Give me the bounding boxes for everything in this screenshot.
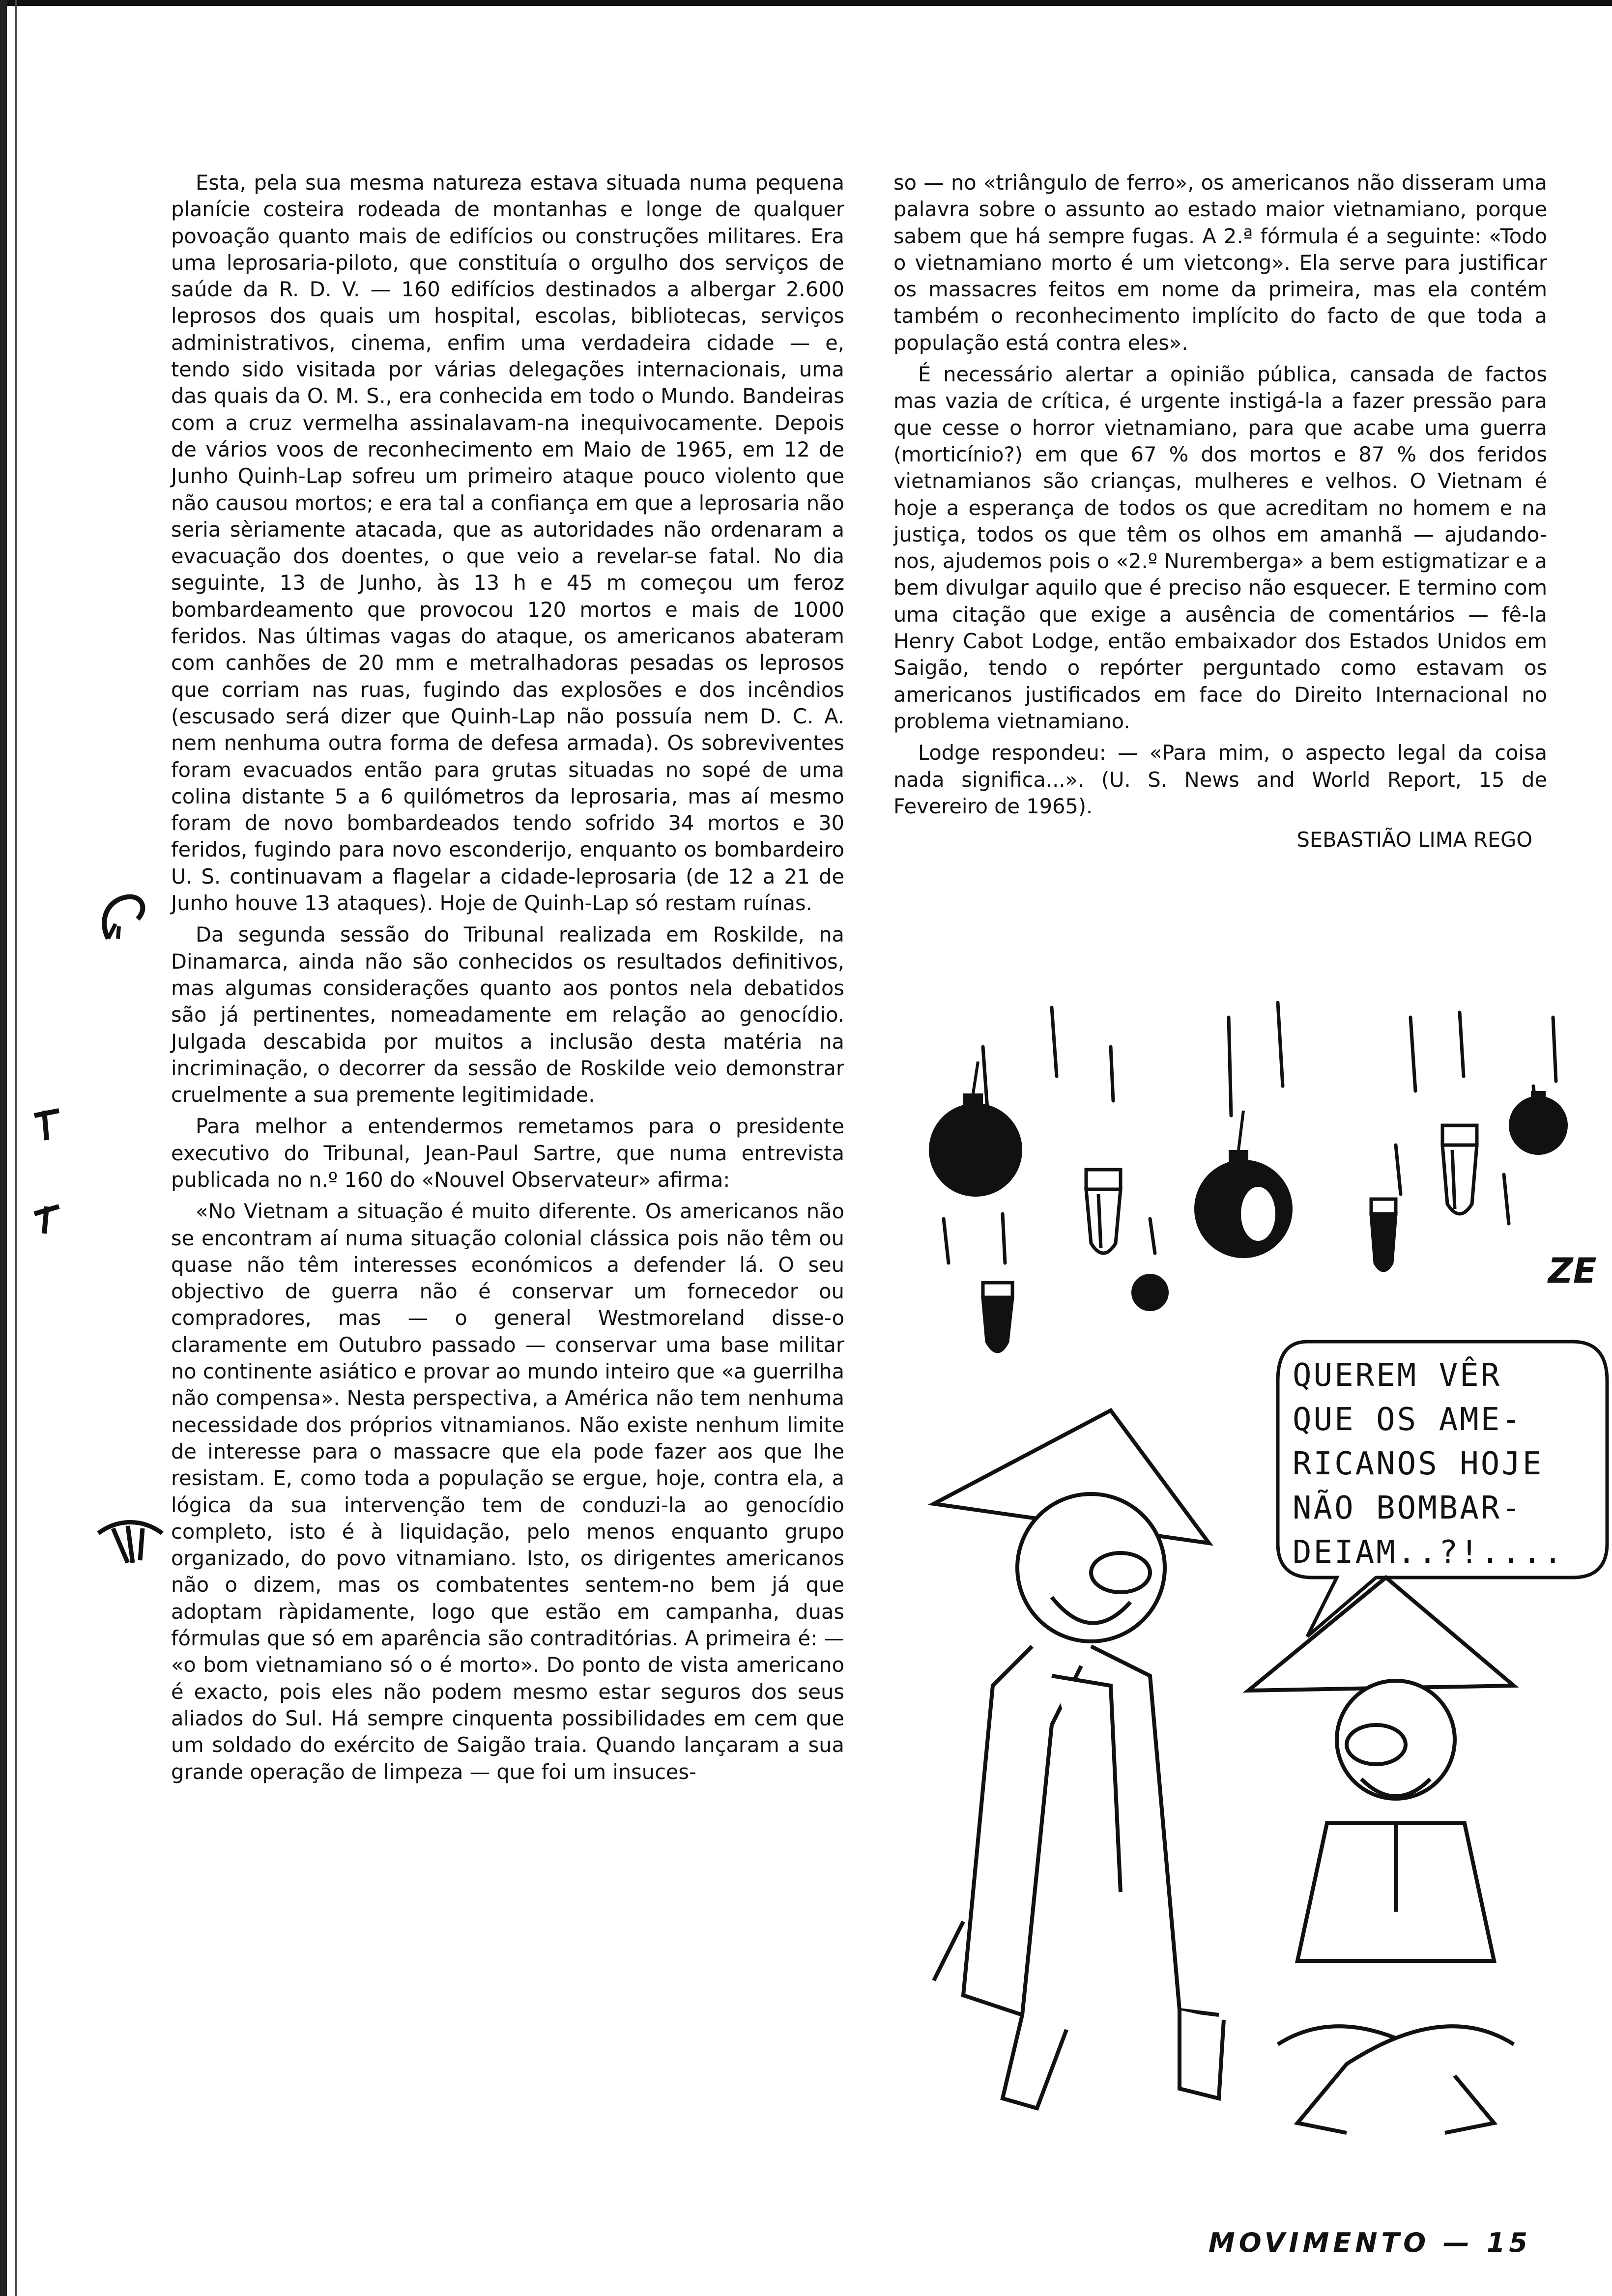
bomb-icon-3 xyxy=(1509,1091,1568,1155)
shell-icon-2 xyxy=(983,1283,1012,1351)
speech-line-3: RICANOS HOJE xyxy=(1293,1446,1544,1482)
paragraph-quinh-lap: Esta, pela sua mesma natureza estava situada numa pequena planície costeira rodeada de montanhas e longe de qualquer povoação quanto mais de edifícios ou construções militares. Era uma leprosaria-piloto, que constituía o orgulho dos serviços de saúde da R. D. V. — 160 edifícios destinados a albergar 2.600 leprosos dos quais um hospital, escolas, bibliotecas, serviços administrativos, cinema, enfim uma verdadeira cidade — e, tendo sido visitada por várias delegações internacionais, uma das quais da O. M. S., era conhecida em todo o Mundo. Bandeiras com a cruz vermelha assinalavam-na inequivocamente. Depois de vários voos de reconhecimento em Maio de 1965, em 12 de Junho Quinh-Lap sofreu um primeiro ataque pouco violento que não causou mortos; e era tal a confiança em que a leprosaria não seria sèriamente atacada, que as autoridades não ordenaram a evacuação dos doentes, o que veio a revelar-se fatal. No dia seguinte, 13 de Junho, às 13 h e 45 m começou um feroz bombardeamento que provocou 120 mortos e mais de 1000 feridos. Nas últimas vagas do ataque, os americanos abateram com canhões de 20 mm e metralhadoras pesadas os leprosos que corriam nas ruas, fugindo das explosões e dos incêndios (escusado será dizer que Quinh-Lap não possuía nem D. C. A. nem nenhuma outra forma de defesa armada). Os sobreviventes foram evacuados então para grutas situadas no sopé de uma colina distante 5 a 6 quilómetros da leprosaria, mas aí mesmo foram de novo bombardeados tendo sofrido 34 mortos e 30 feridos, fugindo para novo esconderijo, enquanto os bombardeiro U. S. continuavam a flagelar a cidade-leprosaria (de 12 a 21 de Junho houve 13 ataques). Hoje de Quinh-Lap só restam ruínas. xyxy=(171,171,844,916)
laughing-figure-left xyxy=(934,1410,1224,2108)
speech-line-2: QUE OS AME- xyxy=(1293,1402,1523,1438)
speech-line-5: DEIAM..?!.... xyxy=(1293,1534,1564,1571)
top-border-rule xyxy=(0,0,1612,6)
article-left-column xyxy=(171,170,844,1790)
shell-icon-4 xyxy=(1371,1199,1396,1270)
page-left-edge xyxy=(0,0,7,2296)
speech-line-4: NÃO BOMBAR- xyxy=(1293,1490,1523,1526)
margin-mark-1 xyxy=(88,890,157,948)
magazine-name: MOVIMENTO xyxy=(1209,2227,1430,2258)
paragraph-roskilde: Da segunda sessão do Tribunal realizada em Roskilde, na Dinamarca, ainda não são conhecidos os resultados definitivos, mas algumas considerações quanto aos pontos nela debatidos são já pertinentes, nomeadamente em relação ao genocídio. Julgada descabida por muitos a inclusão desta matéria na incriminação, o decorrer da sessão de Roskilde veio demonstrar cruelmente a sua premente legitimidade. xyxy=(171,922,844,1107)
article-right-column xyxy=(893,170,1547,853)
paragraph-sartre-quote: «No Vietnam a situação é muito diferente. Os americanos não se encontram aí numa situação colonial clássica pois não têm ou quase não têm interesses económicos a defender lá. O seu objectivo de guerra não é conservar um fornecedor ou compradores, mas — o general Westmoreland disse-o claramente em Outubro passado — conservar uma base militar no continente asiático e provar ao mundo inteiro que «a guerrilha não compensa». Nesta perspectiva, a América não tem nenhuma necessidade dos próprios vitnamianos. Não existe nenhum limite de interesse para o massacre que ela pode fazer aos que lhe resistam. E, como toda a população se ergue, hoje, contra ela, a lógica da sua intervenção tem de conduzi-la ao genocídio completo, isto é à liquidação, pelo menos enquanto grupo organizado, do povo vitnamiano. Isto, os dirigentes americanos não o dizem, mas os combatentes sentem-no bem já que adoptam ràpidamente, logo que estão em campanha, duas fórmulas que só em aparência são contraditórias. A primeira é: — «o bom vietnamiano só o é morto». Do ponto de vista americano é exacto, pois eles não podem mesmo estar seguros dos seus aliados do Sul. Há sempre cinquenta possibilidades em cem que um soldado do exército de Saigão traia. Quando lançaram a sua grande operação de limpeza — que foi um insuces- xyxy=(171,1199,845,1784)
margin-mark-2 xyxy=(29,1106,64,1145)
bomb-icon-4 xyxy=(1131,1274,1169,1311)
shell-icon-1 xyxy=(1086,1170,1121,1253)
cartoon-illustration xyxy=(904,988,1612,2197)
author-byline: SEBASTIÃO LIMA REGO xyxy=(1296,828,1532,852)
paragraph-quote-continued: so — no «triângulo de ferro», os americanos não disseram uma palavra sobre o assunto ao estado maior vietnamiano, porque sabem que há sempre fugas. A 2.ª fórmula é a seguinte: «Todo o vietnamiano morto é um vietcong». Ela serve para justificar os massacres feitos em nome da primeira, mas ela contém também o reconhecimento implícito do facto de que toda a população está contra eles». xyxy=(893,171,1547,355)
footer-dash: — xyxy=(1443,2227,1474,2258)
shell-icon-3 xyxy=(1442,1125,1477,1214)
page-footer xyxy=(1209,2227,1531,2258)
bomb-icon-2 xyxy=(1194,1111,1293,1258)
cartoonist-signature: ZE xyxy=(1548,1251,1597,1291)
margin-mark-4 xyxy=(93,1514,167,1573)
paragraph-lodge: Lodge respondeu: — «Para mim, o aspecto legal da coisa nada significa...». (U. S. News and World Report, 15 de Fevereiro de 1965). xyxy=(893,741,1547,818)
page-number: 15 xyxy=(1486,2227,1531,2258)
page-left-edge-line xyxy=(15,0,17,2296)
paragraph-public-opinion: É necessário alertar a opinião pública, cansada de factos mas vazia de crítica, é urgente instigá-la a fazer pressão para que cesse o horror vietnamiano, para que acabe uma guerra (morticínio?) em que 67 % dos mortos e 87 % dos feridos vietnamianos são crianças, mulheres e velhos. O Vietnam é hoje a esperança de todos os que acreditam no homem e na justiça, todos os que têm os olhos em amanhã — ajudando-nos, ajudemos pois o «2.º Nuremberga» a bem estigmatizar e a bem divulgar aquilo que é preciso não esquecer. E termino com uma citação que exige a ausência de comentários — fê-la Henry Cabot Lodge, então embaixador dos Estados Unidos em Saigão, tendo o repórter perguntado como estavam os americanos justificados em face do Direito Internacional no problema vietnamiano. xyxy=(893,362,1547,733)
paragraph-sartre-intro: Para melhor a entendermos remetamos para o presidente executivo do Tribunal, Jean-Paul Sartre, que numa entrevista publicada no n.º 160 do «Nouvel Observateur» afirma: xyxy=(171,1114,844,1192)
speech-line-1: QUEREM VÊR xyxy=(1293,1357,1502,1394)
bomb-icon-1 xyxy=(929,1062,1022,1197)
laughing-figure-right xyxy=(1248,1578,1514,2133)
margin-mark-3 xyxy=(29,1199,64,1238)
